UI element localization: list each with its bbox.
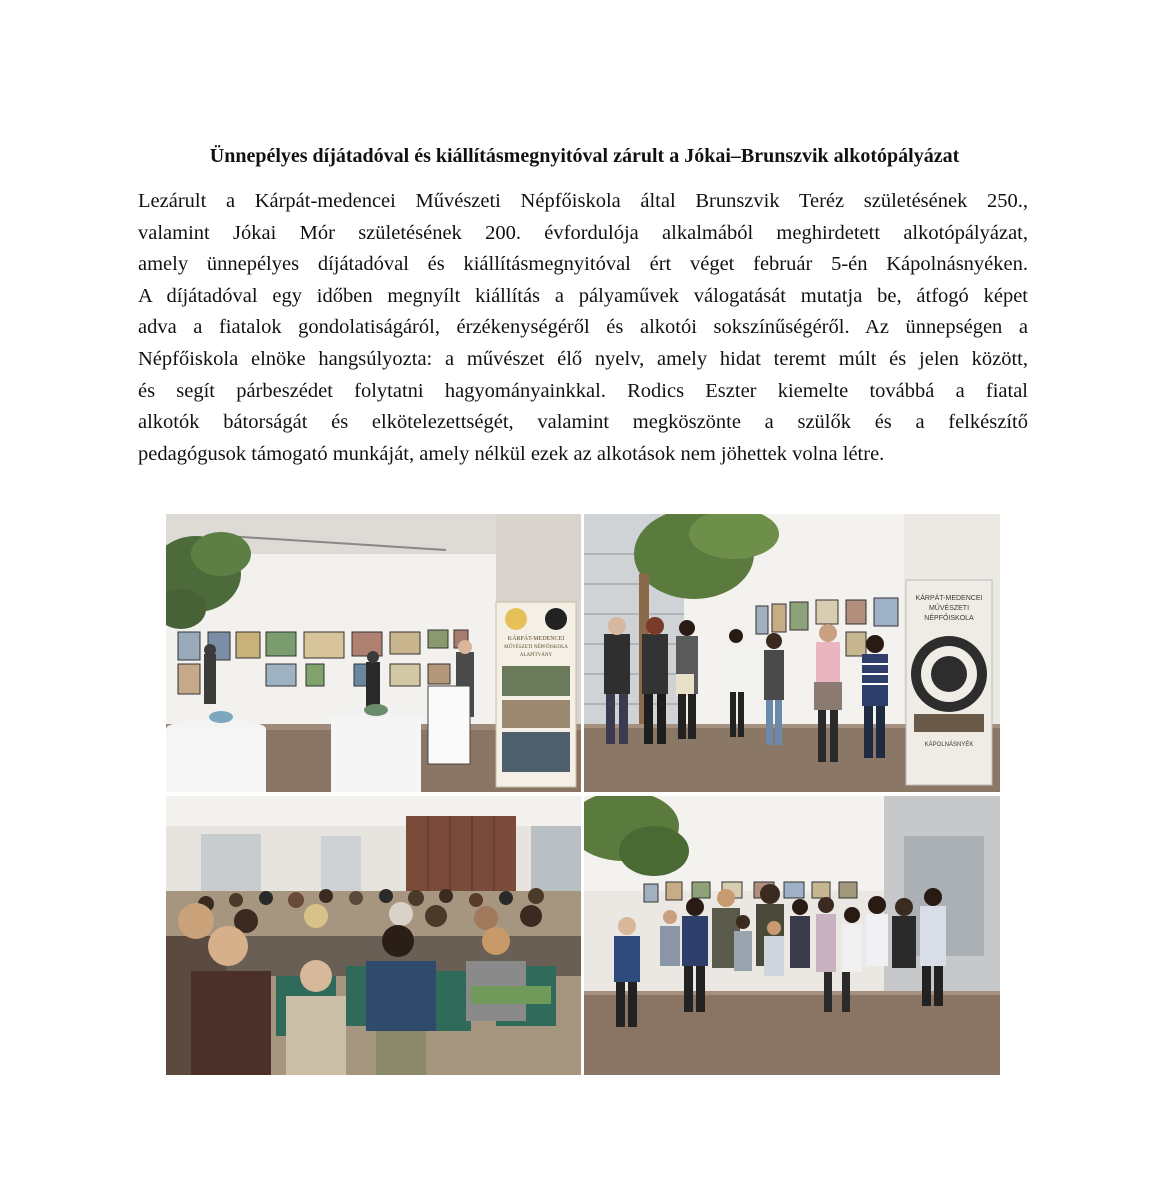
banner-footer: KÁPOLNÁSNYÉK bbox=[924, 742, 974, 748]
paragraph-line: valamint Jókai Mór születésének 200. évfordulója alkalmából meghirdetett alkotópályázat, bbox=[138, 221, 1028, 244]
paragraph-line: Népfőiskola elnöke hangsúlyozta: a művészet élő nyelv, amely hidat teremt múlt és jelen között, bbox=[138, 347, 1028, 370]
paragraph-line: és segít párbeszédet folytatni hagyományainkkal. Rodics Eszter kiemelte továbbá a fiatal bbox=[138, 379, 1028, 402]
photo-collage bbox=[166, 514, 1000, 1075]
paragraph-line: amely ünnepélyes díjátadóval és kiállításmegnyitóval ért véget február 5-én Kápolnásnyéken. bbox=[138, 253, 1028, 276]
banner-line: MŰVÉSZETI bbox=[928, 605, 970, 612]
photo-visitors-viewing bbox=[584, 514, 1000, 792]
banner-line: ALAPÍTVÁNY bbox=[519, 653, 553, 658]
document-title: Ünnepélyes díjátadóval és kiállításmegnyitóval zárult a Jókai–Brunszvik alkotópályázat bbox=[209, 145, 960, 167]
banner-line: NÉPFŐISKOLA bbox=[924, 615, 974, 622]
banner-line: KÁRPÁT-MEDENCEI bbox=[915, 595, 983, 602]
paragraph-line: adva a fiatalok gondolatiságáról, érzékenységéről és alkotói sokszínűségéről. Az ünnepségen a bbox=[138, 316, 1028, 339]
article-paragraph bbox=[138, 186, 1028, 470]
banner-line: MŰVÉSZETI NÉPFŐISKOLA bbox=[504, 645, 568, 650]
photo-group bbox=[584, 796, 1000, 1075]
paragraph-line: pedagógusok támogató munkáját, amely nélkül ezek az alkotások nem jöhettek volna létre. bbox=[138, 442, 885, 465]
banner-line: KÁRPÁT-MEDENCEI bbox=[507, 636, 565, 642]
photo-exhibition-gallery bbox=[166, 514, 581, 792]
paragraph-line: A díjátadóval egy időben megnyílt kiállítás a pályaművek válogatását mutatja be, átfogó képet bbox=[138, 284, 1028, 307]
paragraph-line: Lezárult a Kárpát-medencei Művészeti Népfőiskola által Brunszvik Teréz születésének 250., bbox=[138, 190, 1028, 212]
photo-audience bbox=[166, 796, 581, 1075]
paragraph-line: alkotók bátorságát és elkötelezettségét, valamint megköszönte a szülők és a felkészítő bbox=[138, 411, 1028, 434]
